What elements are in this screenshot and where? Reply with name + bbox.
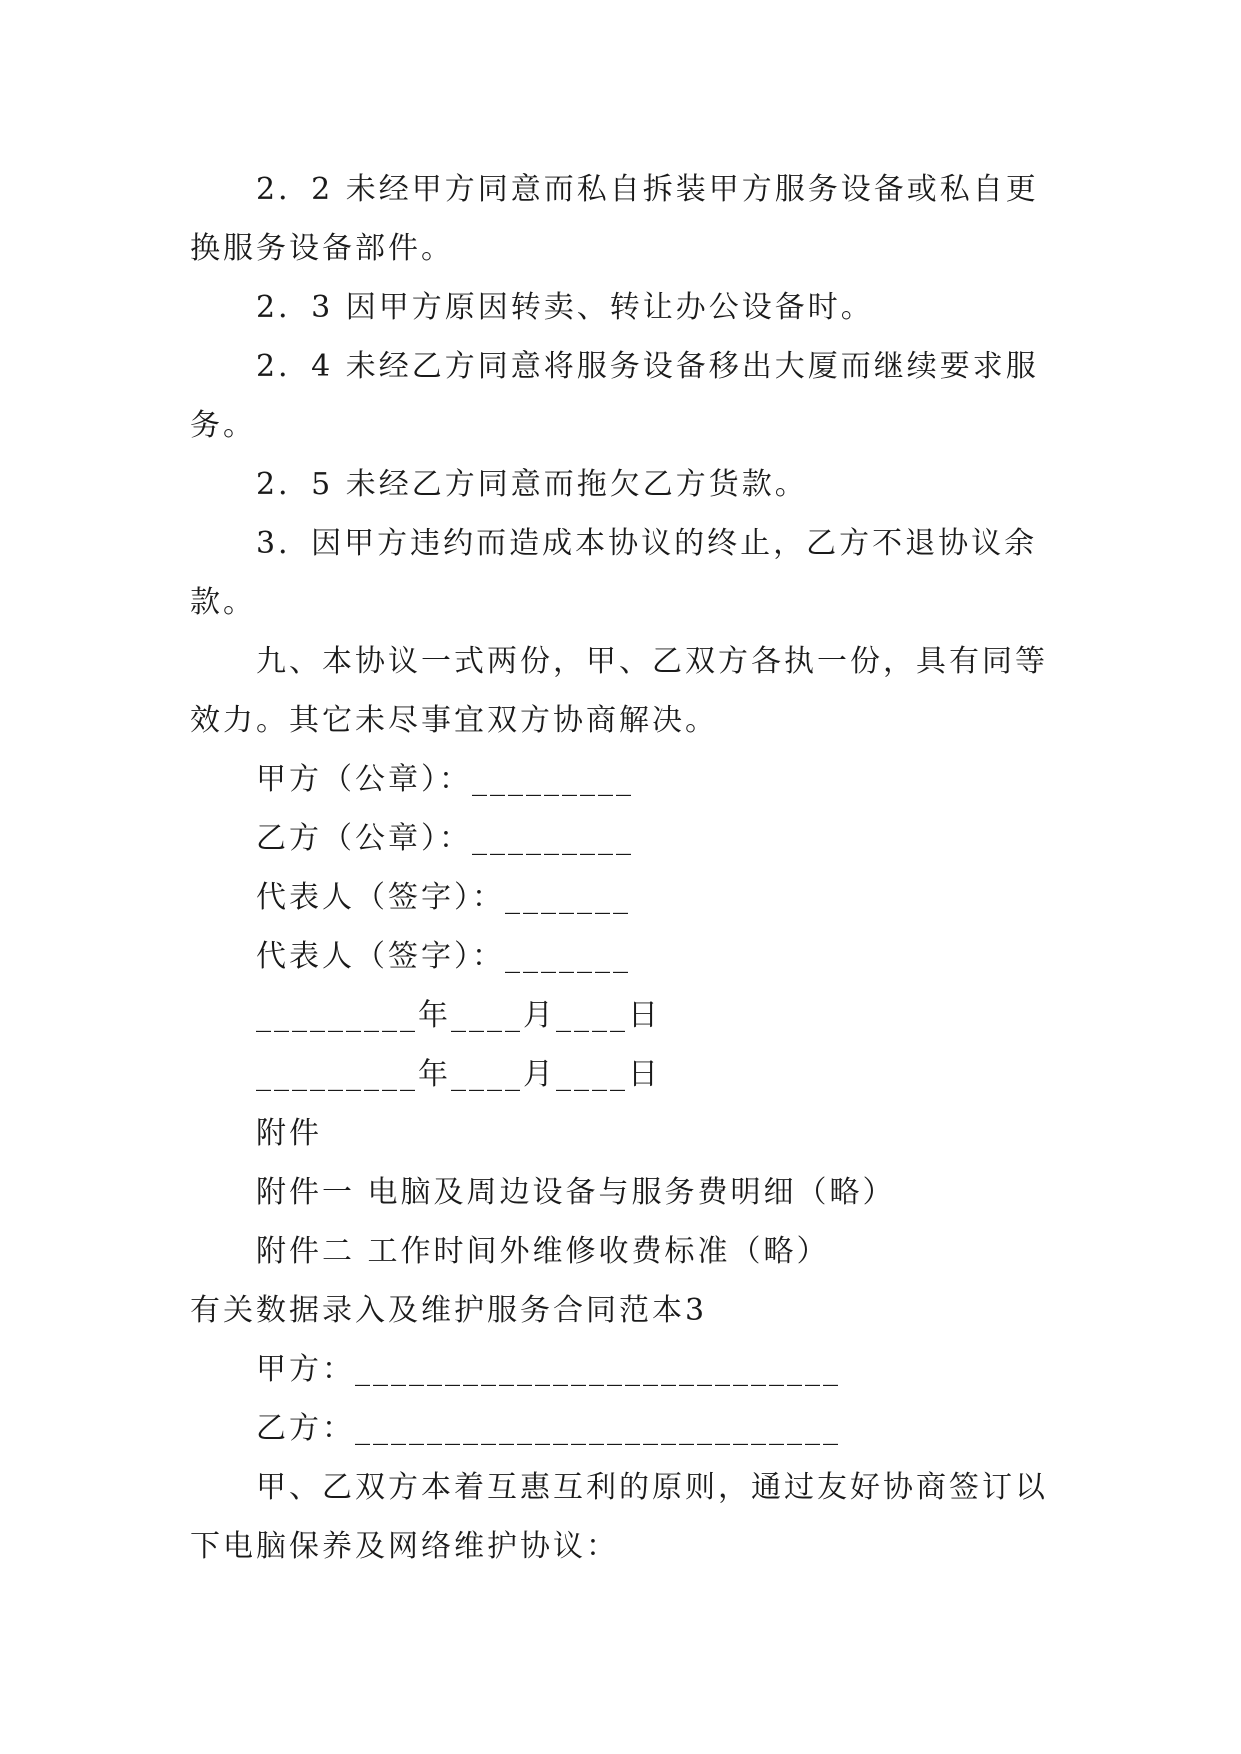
document-body xyxy=(190,160,1050,1576)
clause-2-5: 2．5 未经乙方同意而拖欠乙方货款。 xyxy=(256,467,808,502)
clause-3: 3．因甲方违约而造成本协议的终止，乙方不退协议余款。 xyxy=(190,526,1038,620)
signature-date-b: _________年____月____日 xyxy=(256,1057,661,1092)
signature-representative-a: 代表人（签字）：_______ xyxy=(256,880,631,915)
party-b-line: 乙方：___________________________ xyxy=(256,1411,841,1446)
clause-nine: 九、本协议一式两份，甲、乙双方各执一份，具有同等效力。其它未尽事宜双方协商解决。 xyxy=(190,644,1048,738)
closing-paragraph: 甲、乙双方本着互惠互利的原则，通过友好协商签订以下电脑保养及网络维护协议： xyxy=(190,1470,1048,1564)
signature-party-b-seal: 乙方（公章）：_________ xyxy=(256,821,634,856)
signature-party-a-seal: 甲方（公章）：_________ xyxy=(256,762,634,797)
clause-2-2: 2．2 未经甲方同意而私自拆装甲方服务设备或私自更换服务设备部件。 xyxy=(190,172,1039,266)
signature-representative-b: 代表人（签字）：_______ xyxy=(256,939,631,974)
party-a-line: 甲方：___________________________ xyxy=(256,1352,841,1387)
section-title: 有关数据录入及维护服务合同范本3 xyxy=(190,1293,708,1328)
attachment-one: 附件一 电脑及周边设备与服务费明细（略） xyxy=(256,1175,896,1210)
signature-date-a: _________年____月____日 xyxy=(256,998,661,1033)
clause-2-3: 2．3 因甲方原因转卖、转让办公设备时。 xyxy=(256,290,874,325)
attachments-heading: 附件 xyxy=(256,1116,322,1151)
clause-2-4: 2．4 未经乙方同意将服务设备移出大厦而继续要求服务。 xyxy=(190,349,1039,443)
attachment-two: 附件二 工作时间外维修收费标准（略） xyxy=(256,1234,830,1269)
